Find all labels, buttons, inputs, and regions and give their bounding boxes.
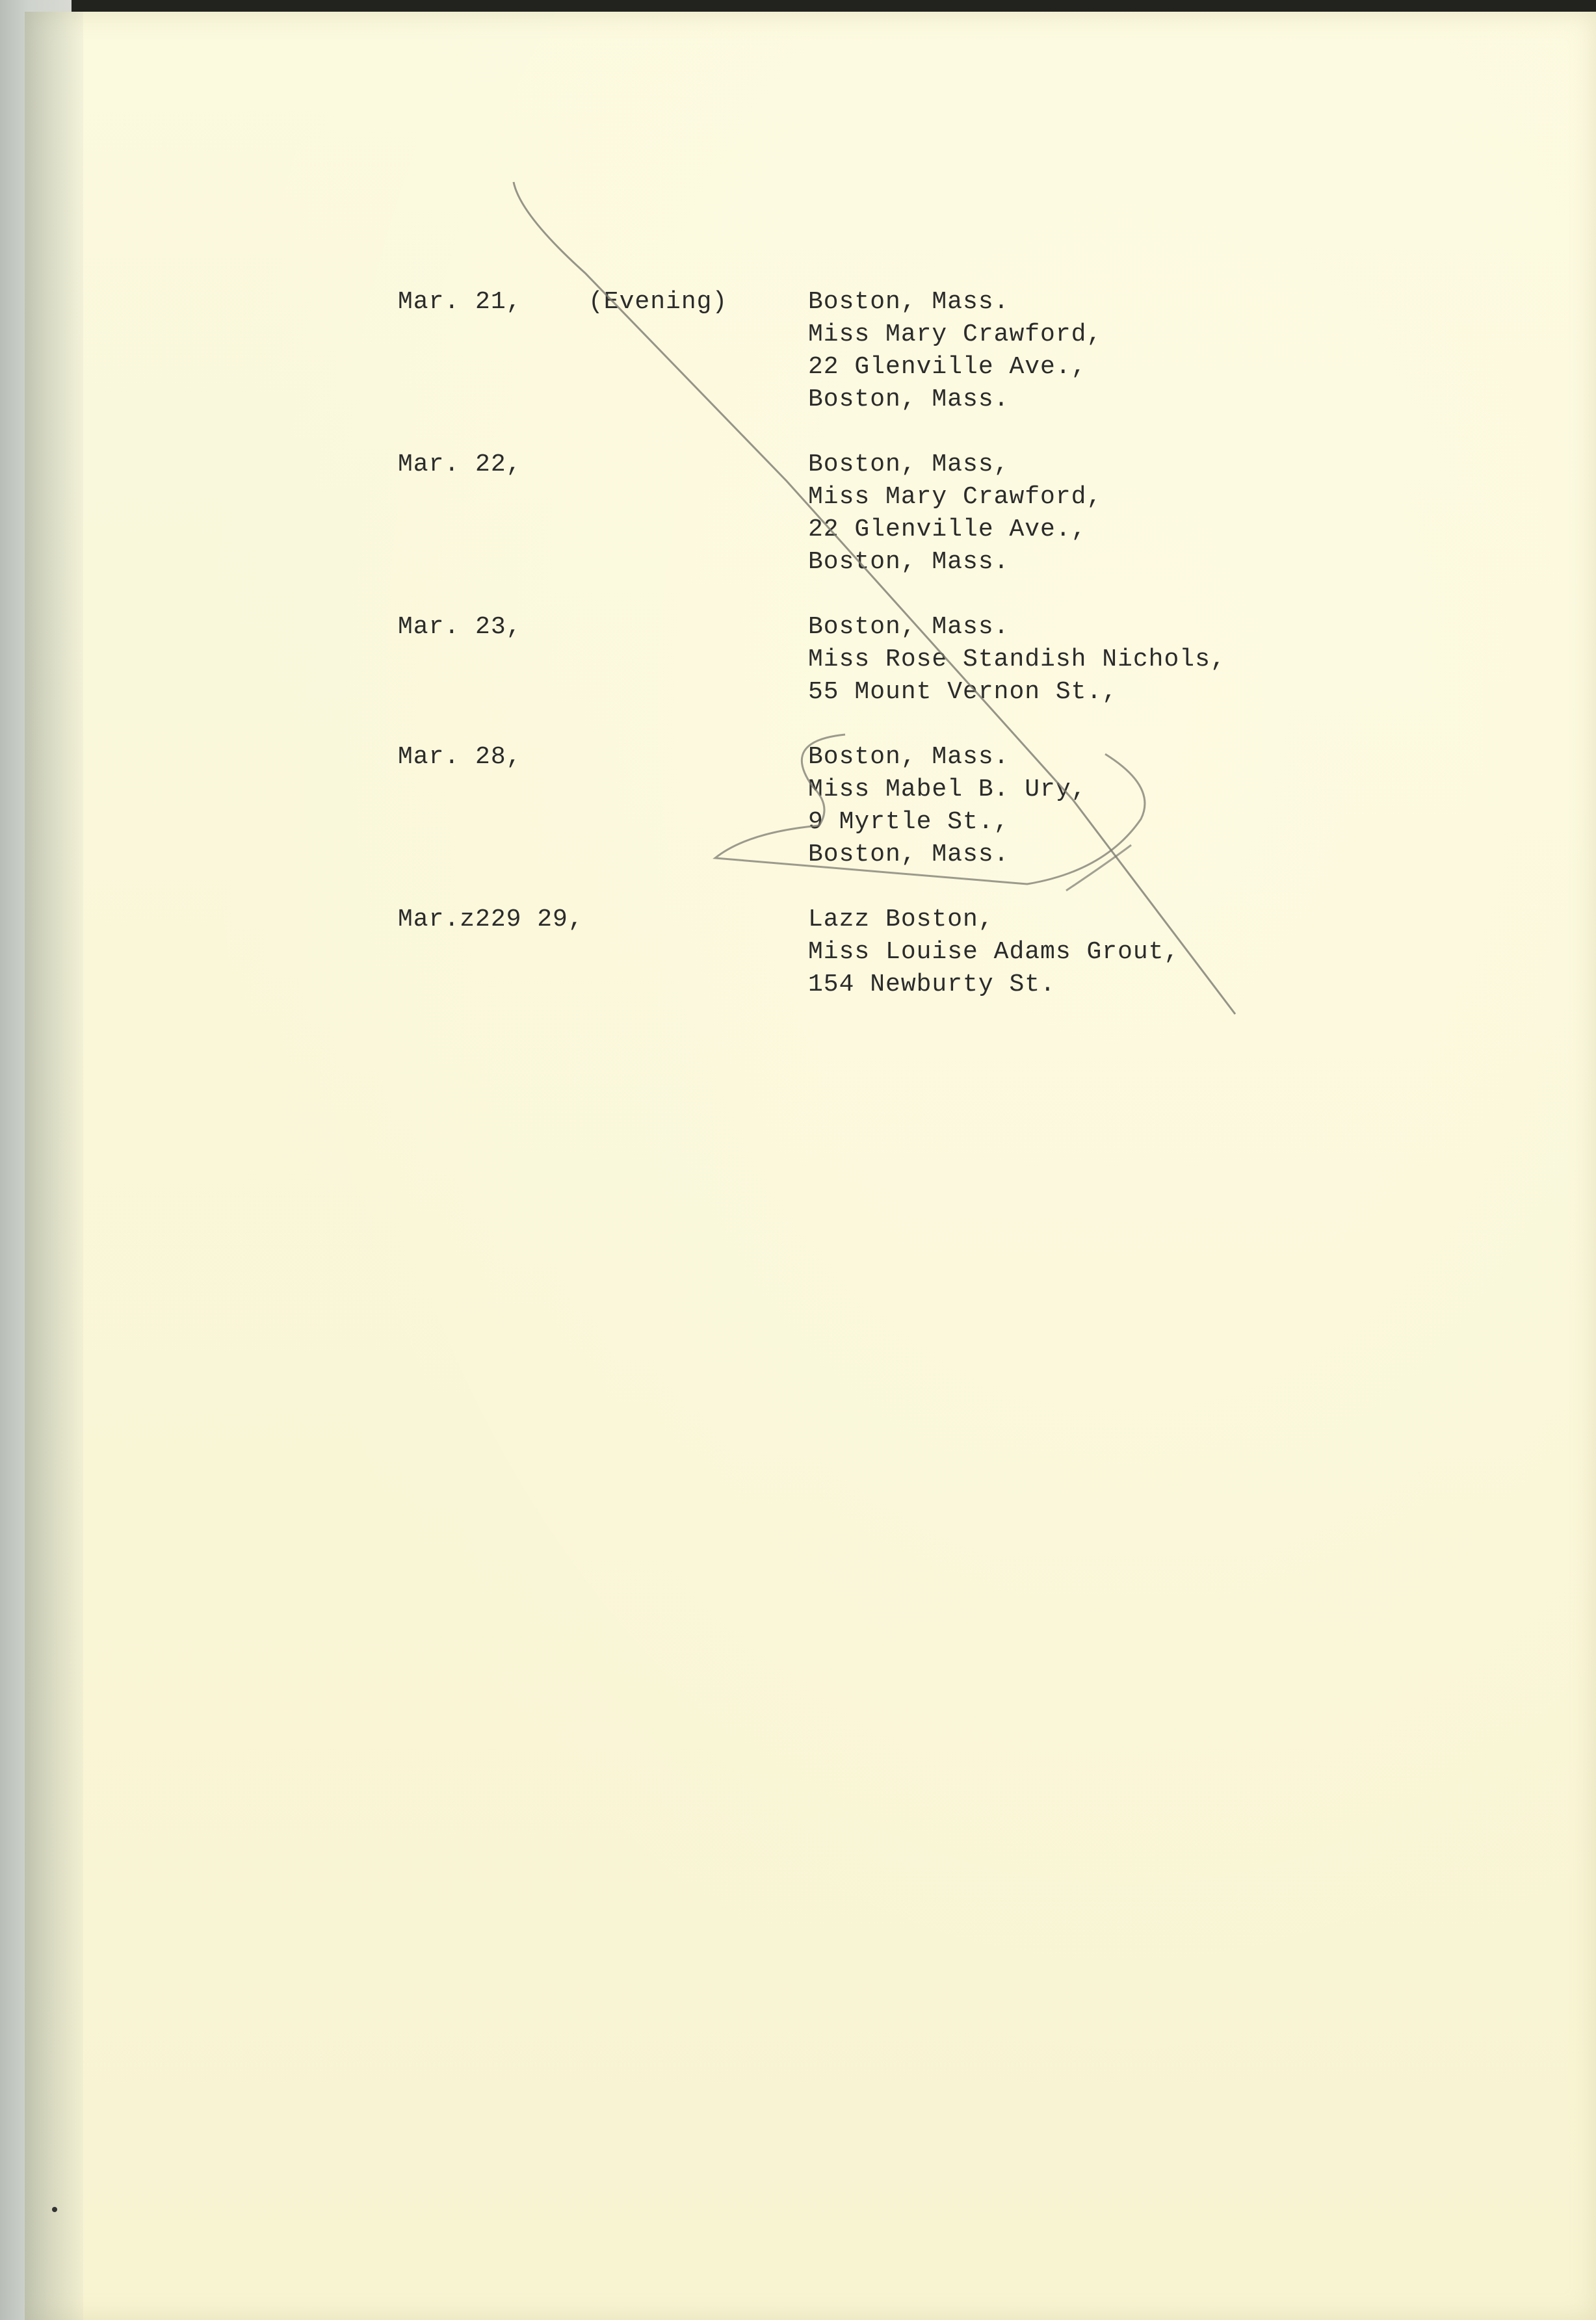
entry-date: Mar. 28,: [398, 743, 522, 771]
entry-line: Boston, Mass.: [808, 841, 1010, 868]
entry-line: 22 Glenville Ave.,: [808, 515, 1087, 543]
entry-line: 55 Mount Vernon St.,: [808, 678, 1118, 706]
margin-dot: [52, 2207, 57, 2212]
entry-line: Boston, Mass.: [808, 613, 1010, 641]
entry-line: Miss Mabel B. Ury,: [808, 776, 1087, 803]
entry-line: Boston, Mass.: [808, 548, 1010, 576]
entry-line: 154 Newburty St.: [808, 971, 1056, 998]
entry-date: Mar.z229 29,: [398, 906, 584, 933]
entry-line: 22 Glenville Ave.,: [808, 353, 1087, 381]
entry-date: Mar. 22,: [398, 450, 522, 478]
entry-line: Miss Louise Adams Grout,: [808, 938, 1180, 966]
entry-line: Boston, Mass.: [808, 288, 1010, 316]
entry-line: Boston, Mass,: [808, 450, 1010, 478]
entry-line: Miss Rose Standish Nichols,: [808, 645, 1226, 673]
entry-note: (Evening): [588, 288, 728, 316]
entry-line: Lazz Boston,: [808, 906, 994, 933]
entry-line: Miss Mary Crawford,: [808, 483, 1103, 511]
entry-line: Miss Mary Crawford,: [808, 320, 1103, 348]
entry-date: Mar. 23,: [398, 613, 522, 641]
entry-line: Boston, Mass.: [808, 743, 1010, 771]
entry-line: 9 Myrtle St.,: [808, 808, 1010, 836]
paper-edge-shadow: [25, 12, 83, 2320]
entry-line: Boston, Mass.: [808, 385, 1010, 413]
entry-date: Mar. 21,: [398, 288, 522, 316]
